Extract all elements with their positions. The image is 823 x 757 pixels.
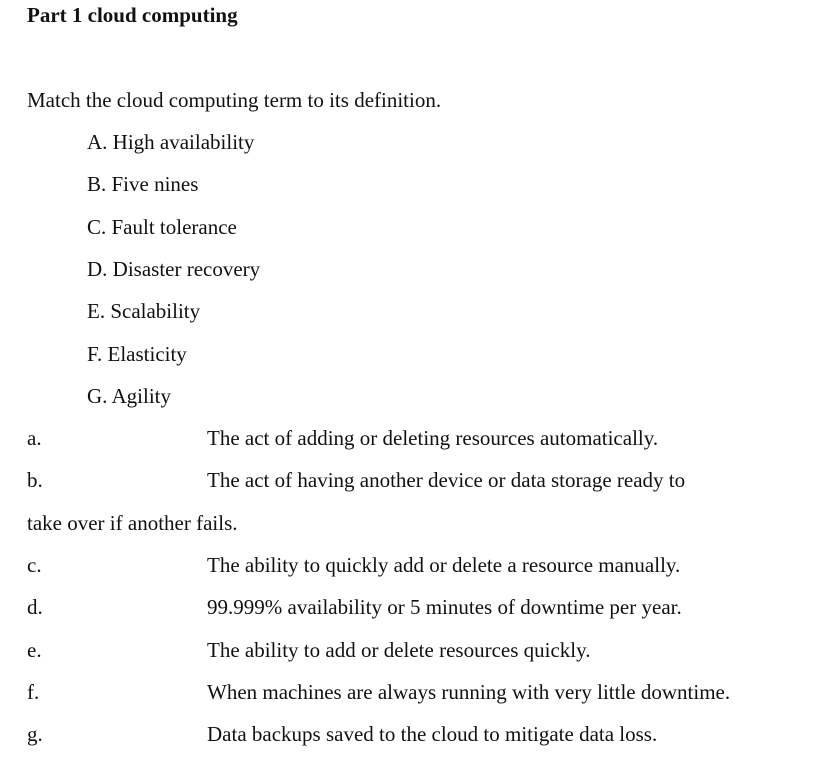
- term-item: E. Scalability: [87, 299, 201, 323]
- definition-text: The act of having another device or data storage ready to: [207, 468, 686, 492]
- definition-text: The ability to add or delete resources quickly.: [207, 638, 591, 662]
- definition-text: 99.999% availability or 5 minutes of downtime per year.: [207, 595, 682, 619]
- definition-text: The act of adding or deleting resources automatically.: [207, 426, 659, 450]
- definition-text: When machines are always running with very little downtime.: [207, 680, 731, 704]
- definition-text: The ability to quickly add or delete a resource manually.: [207, 553, 681, 577]
- definition-letter: c.: [27, 553, 42, 577]
- definition-letter: b.: [27, 468, 43, 492]
- definition-letter: g.: [27, 722, 43, 746]
- term-item: C. Fault tolerance: [87, 215, 237, 239]
- term-item: D. Disaster recovery: [87, 257, 261, 281]
- term-item: A. High availability: [87, 130, 255, 154]
- definition-letter: e.: [27, 638, 42, 662]
- instruction-text: Match the cloud computing term to its definition.: [27, 88, 442, 112]
- definition-text-continuation: take over if another fails.: [27, 511, 238, 535]
- page-title: Part 1 cloud computing: [27, 3, 238, 27]
- definition-letter: f.: [27, 680, 40, 704]
- definition-text: Data backups saved to the cloud to mitigate data loss.: [207, 722, 658, 746]
- term-item: G. Agility: [87, 384, 172, 408]
- term-item: F. Elasticity: [87, 342, 187, 366]
- definition-letter: a.: [27, 426, 42, 450]
- term-item: B. Five nines: [87, 172, 199, 196]
- definition-letter: d.: [27, 595, 43, 619]
